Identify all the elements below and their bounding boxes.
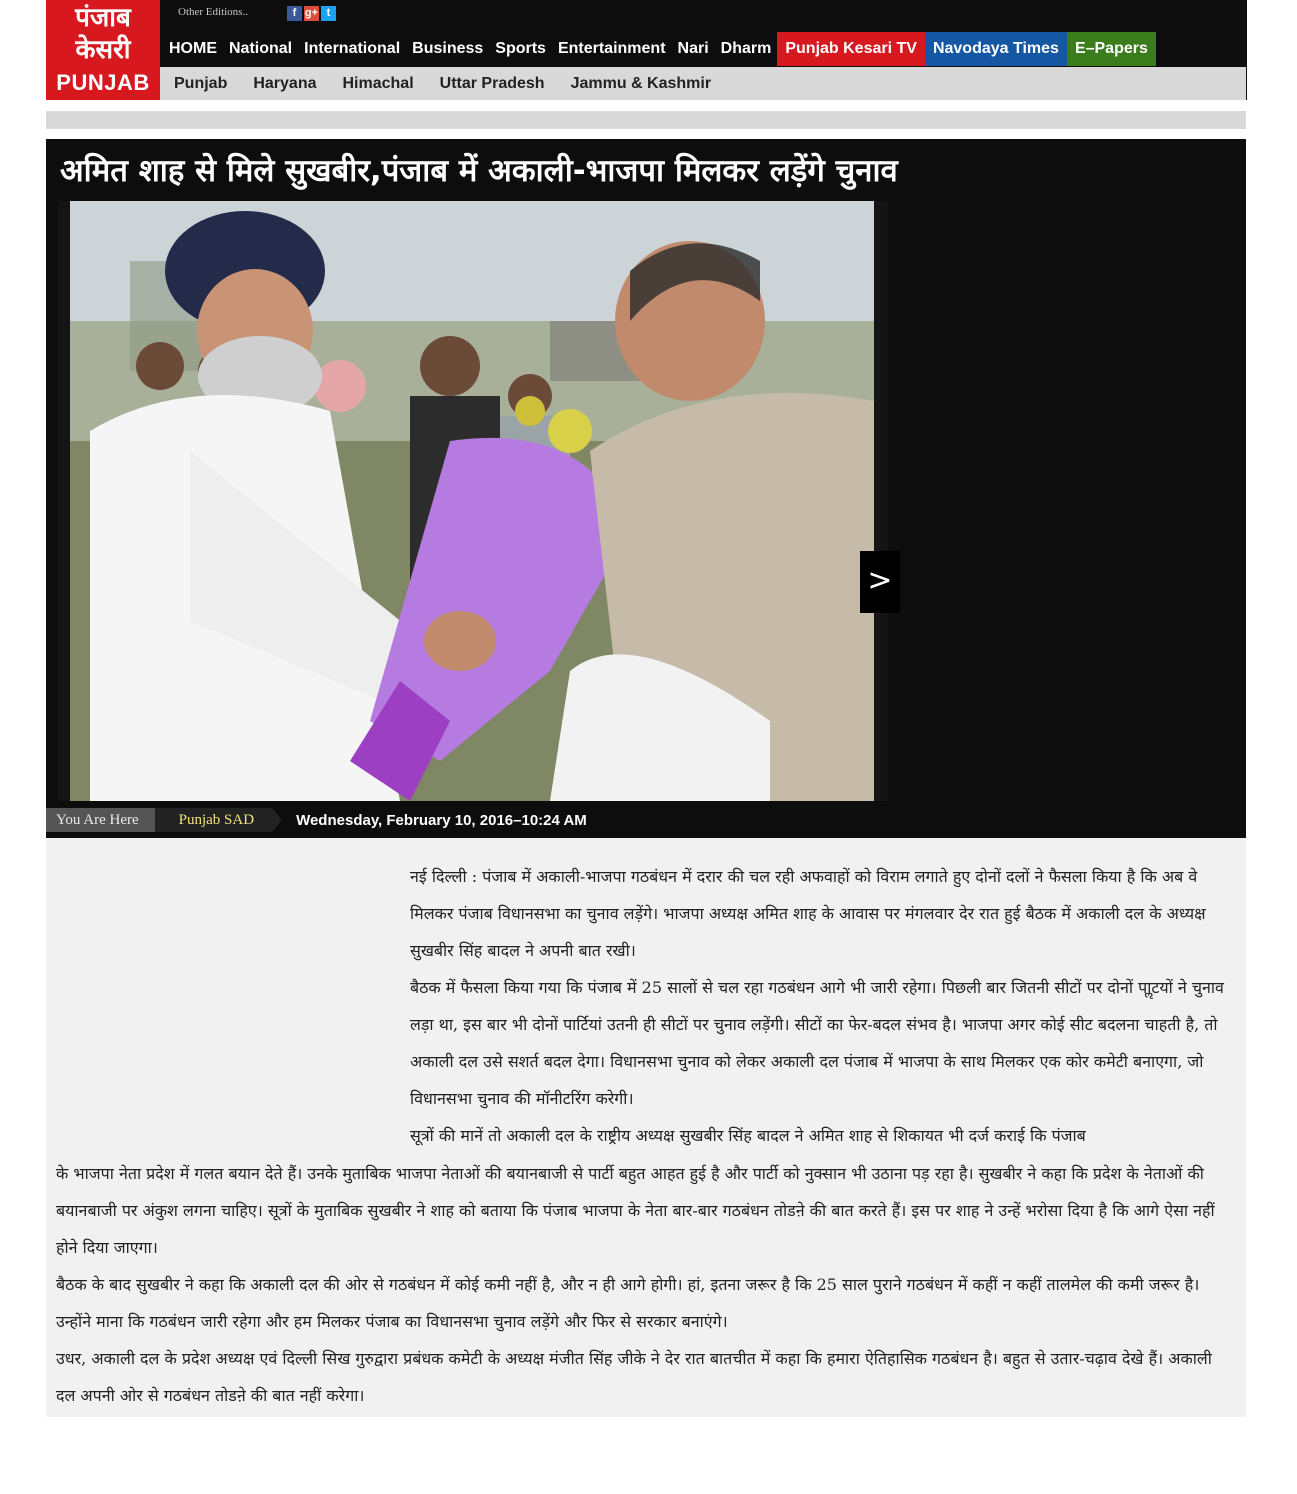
breadcrumb [46, 807, 587, 833]
photo-illustration [70, 201, 874, 801]
article-body-right-column [410, 858, 1236, 1154]
breadcrumb-you-are-here: You Are Here [46, 808, 155, 832]
article-date: Wednesday, February 10, 2016–10:24 AM [296, 811, 587, 829]
divider-bar [46, 111, 1246, 129]
nav-nari[interactable]: Nari [677, 40, 709, 57]
article-photo [70, 201, 874, 801]
article-paragraph: बैठक के बाद सुखबीर ने कहा कि अकाली दल की ओर से गठबंधन में कोई कमी नहीं है, और न ही आगे होगी। हां, इतना जरूर है कि 25 साल पुराने गठबंधन में कहीं न कहीं तालमेल की कमी जरूर है। उन्होंने माना कि गठबंधन जारी रहेगा और हम मिलकर पंजाब का विधानसभा चुनाव लड़ेंगे और फिर से सरकार बनाएंगे। [56, 1275, 1200, 1331]
other-editions-link[interactable]: Other Editions.. [178, 6, 248, 18]
subnav-uttar-pradesh[interactable]: Uttar Pradesh [439, 75, 545, 92]
site-logo[interactable] [46, 0, 160, 100]
article-body [46, 838, 1246, 1417]
article-paragraph: उधर, अकाली दल के प्रदेश अध्यक्ष एवं दिल्ली सिख गुरुद्वारा प्रबंधक कमेटी के अध्यक्ष मंजीत सिंह जीके ने देर रात बातचीत में कहा कि हमारा ऐतिहासिक गठबंधन है। बहुत से उतार-चढ़ाव देखे हैं। अकाली दल अपनी ओर से गठबंधन तोडऩे की बात नहीं करेगा। [56, 1349, 1212, 1405]
site-header [46, 0, 1247, 100]
article-headline: अमित शाह से मिले सुखबीर,पंजाब में अकाली-भाजपा मिलकर लड़ेंगे चुनाव [60, 153, 898, 189]
facebook-icon[interactable]: f [287, 6, 302, 21]
nav-entertainment[interactable]: Entertainment [557, 40, 666, 57]
article-body-full-width [56, 1155, 1236, 1414]
main-nav [160, 32, 1156, 66]
article-paragraph: सूत्रों की मानें तो अकाली दल के राष्ट्रीय अध्यक्ष सुखबीर सिंह बादल ने अमित शाह से शिकायत भी दर्ज कराई कि पंजाब [410, 1126, 1086, 1145]
subnav-haryana[interactable]: Haryana [253, 75, 317, 92]
logo-line-1: पंजाब [75, 3, 131, 33]
logo-line-2: केसरी [75, 35, 131, 65]
breadcrumb-category-link[interactable]: Punjab SAD [155, 808, 272, 832]
twitter-icon[interactable]: t [321, 6, 336, 21]
google-plus-icon[interactable]: g+ [304, 7, 319, 19]
logo-line-3: PUNJAB [56, 70, 150, 95]
nav-punjab-kesari-tv[interactable]: Punjab Kesari TV [777, 32, 925, 66]
nav-sports[interactable]: Sports [495, 40, 546, 57]
nav-home[interactable]: HOME [169, 40, 217, 57]
next-photo-button[interactable]: > [860, 551, 900, 613]
nav-business[interactable]: Business [412, 40, 484, 57]
subnav-jammu-kashmir[interactable]: Jammu & Kashmir [570, 75, 712, 92]
photo-gallery [58, 201, 893, 801]
article-paragraph: नई दिल्ली : पंजाब में अकाली-भाजपा गठबंधन में दरार की चल रही अफवाहों को विराम लगाते हुए दोनों दलों ने फैसला किया है कि अब वे मिलकर पंजाब विधानसभा का चुनाव लड़ेंगे। भाजपा अध्यक्ष अमित शाह के आवास पर मंगलवार देर रात हुई बैठक में अकाली दल के अध्यक्ष सुखबीर सिंह बादल ने अपनी बात रखी। [410, 867, 1206, 960]
subnav-himachal[interactable]: Himachal [342, 75, 414, 92]
article-paragraph: के भाजपा नेता प्रदेश में गलत बयान देते हैं। उनके मुताबिक भाजपा नेताओं की बयानबाजी से पार्टी बहुत आहत हुई है और पार्टी को नुक्सान भी उठाना पड़ रहा है। सुखबीर ने कहा कि प्रदेश के नेताओं की बयानबाजी पर अंकुश लगना चाहिए। सूत्रों के मुताबिक सुखबीर ने शाह को बताया कि पंजाब भाजपा के नेता बार-बार गठबंधन तोडऩे की बात करते हैं। इस पर शाह ने उन्हें भरोसा दिया है कि आगे ऐसा नहीं होने दिया जाएगा। [56, 1164, 1215, 1257]
nav-international[interactable]: International [304, 40, 401, 57]
nav-e-papers[interactable]: E–Papers [1067, 32, 1156, 66]
article-paragraph: बैठक में फैसला किया गया कि पंजाब में 25 सालों से चल रहा गठबंधन आगे भी जारी रहेगा। पिछली बार जितनी सीटों पर दोनों पाॢटयों ने चुनाव लड़ा था, इस बार भी दोनों पार्टियां उतनी ही सीटों पर चुनाव लड़ेंगी। सीटों का फेर-बदल संभव है। भाजपा अगर कोई सीट बदलना चाहती है, तो अकाली दल उसे सशर्त बदल देगा। विधानसभा चुनाव को लेकर अकाली दल पंजाब में भाजपा के साथ मिलकर एक कोर कमेटी बनाएगा, जो विधानसभा चुनाव की मॉनीटरिंग करेगी। [410, 978, 1224, 1108]
nav-national[interactable]: National [229, 40, 293, 57]
social-links [287, 6, 336, 21]
subnav-punjab[interactable]: Punjab [174, 75, 228, 92]
sub-nav [160, 67, 1246, 100]
nav-dharm[interactable]: Dharm [720, 40, 772, 57]
nav-navodaya-times[interactable]: Navodaya Times [925, 32, 1067, 66]
article-hero [46, 139, 1246, 838]
